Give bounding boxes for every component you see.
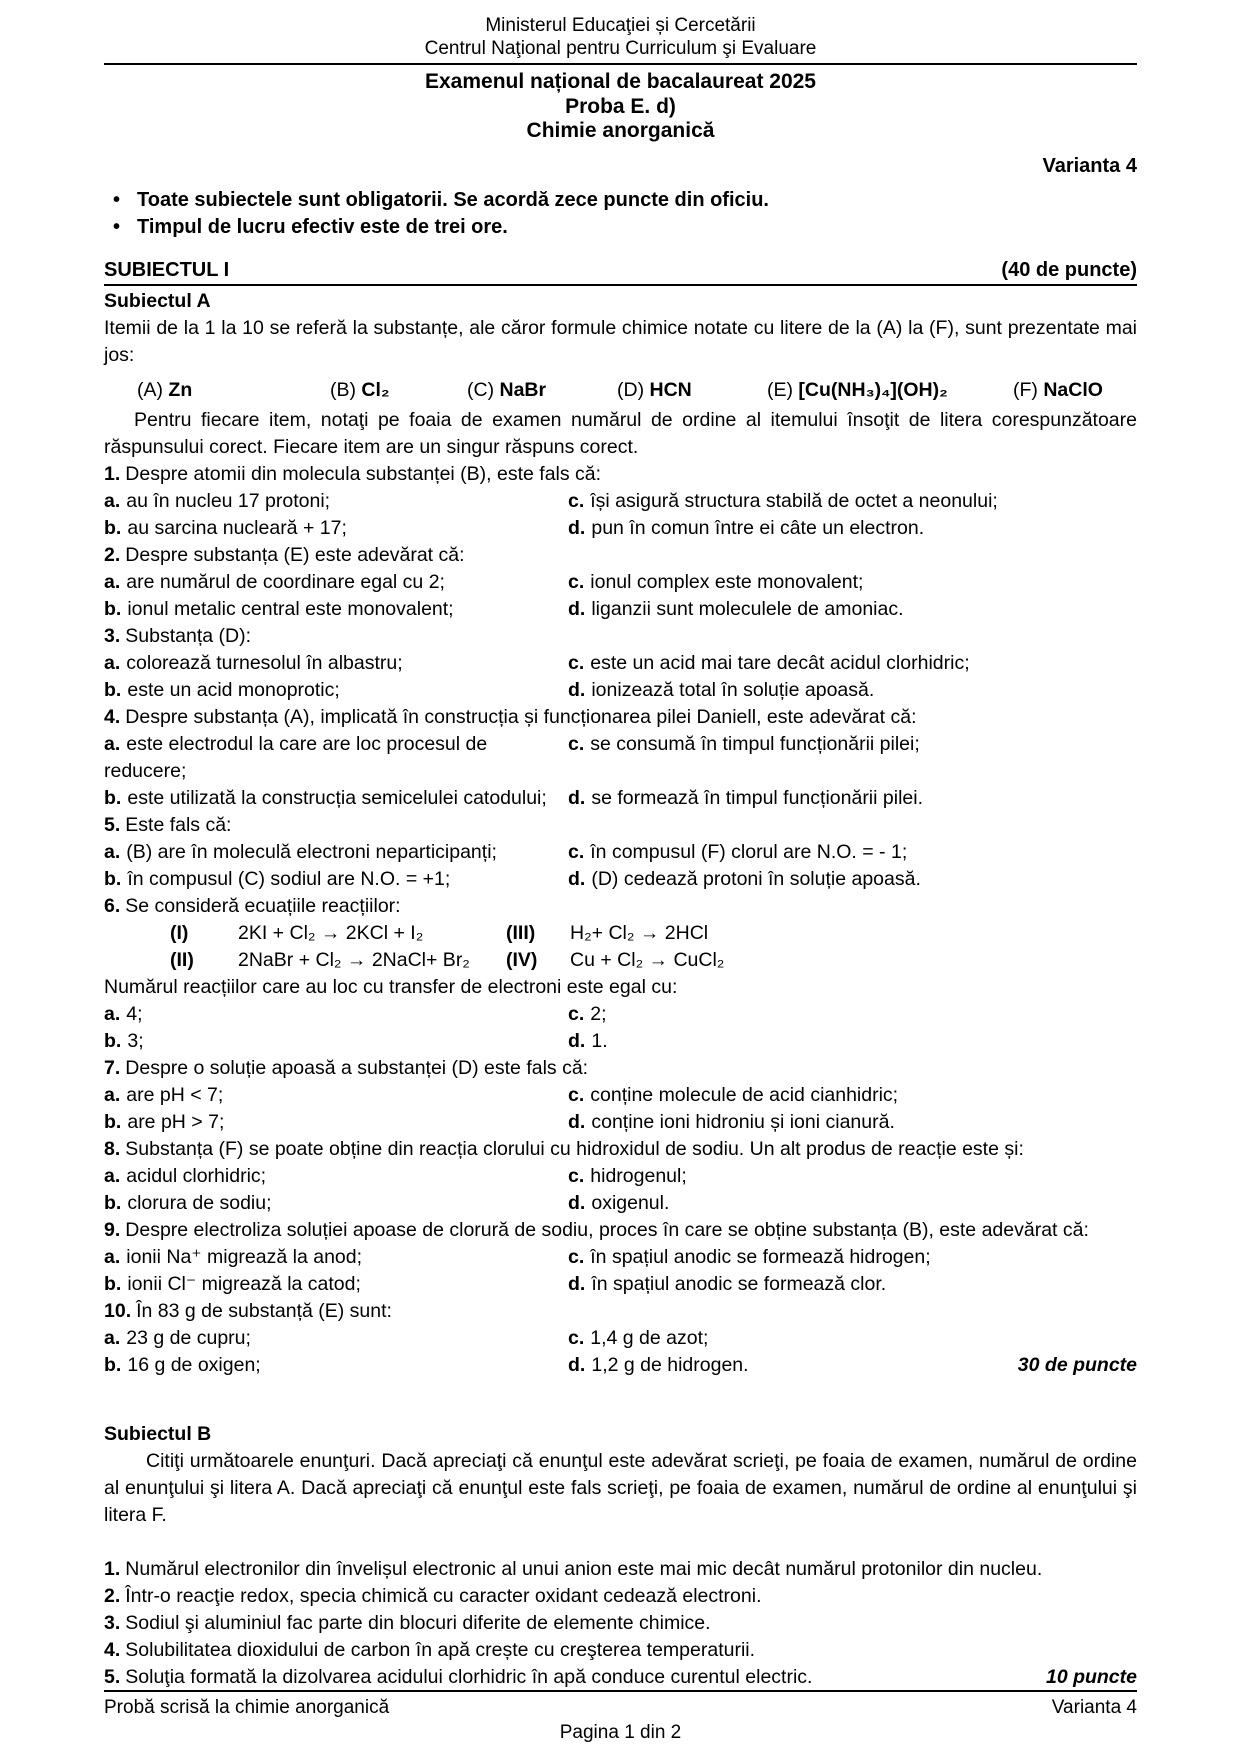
option-b	[104, 1271, 568, 1298]
option-d	[568, 866, 1137, 893]
subiectA-instructions: Pentru fiecare item, notaţi pe foaia de examen numărul de ordine al itemului însoţit de litera corespunzătoare răspunsului corect. Fiecare item are un singur răspuns corect.	[104, 408, 1137, 458]
option-letter: b.	[104, 1272, 122, 1295]
option-d	[568, 1028, 1137, 1055]
option-a	[104, 839, 568, 866]
option-text: conține ioni hidroniu și ioni cianură.	[591, 1110, 895, 1133]
item-7	[104, 1055, 1137, 1136]
item-text: Despre substanța (E) este adevărat că:	[125, 543, 465, 566]
options-row	[104, 1163, 1137, 1190]
option-letter: d.	[568, 1272, 586, 1295]
option-text: colorează turnesolul în albastru;	[126, 651, 403, 674]
ministry-line2: Centrul Naţional pentru Curriculum şi Evaluare	[424, 38, 817, 59]
substances-row	[104, 374, 1137, 407]
statement-text: Într-o reacţie redox, specia chimică cu caracter oxidant cedează electroni.	[125, 1584, 762, 1607]
item-number: 5.	[104, 813, 121, 836]
options-row	[104, 1352, 1137, 1379]
statement-text: Numărul electronilor din învelișul electronic al unui anion este mai mic decât numărul protonilor din nucleu.	[125, 1557, 1043, 1580]
option-b	[104, 1190, 568, 1217]
ministry-line1: Ministerul Educaţiei și Cercetării	[485, 15, 756, 36]
item-subquestion: Numărul reacțiilor care au loc cu transfer de electroni este egal cu:	[104, 975, 678, 998]
option-letter: c.	[568, 651, 585, 674]
option-c	[568, 1244, 1137, 1271]
options-row	[104, 1001, 1137, 1028]
statement-text: Sodiul şi aluminiul fac parte din blocuri diferite de elemente chimice.	[125, 1611, 711, 1634]
options-row	[104, 1082, 1137, 1109]
substance-C	[467, 377, 546, 404]
option-letter: c.	[568, 732, 585, 755]
subiectB-heading: Subiectul B	[104, 1422, 212, 1445]
option-letter: c.	[568, 489, 585, 512]
option-letter: a.	[104, 1326, 121, 1349]
option-letter: c.	[568, 840, 585, 863]
item-number: 1.	[104, 462, 121, 485]
options-row	[104, 1109, 1137, 1136]
substance-formula: Zn	[168, 378, 193, 401]
substance-F	[1013, 377, 1103, 404]
option-d	[568, 677, 1137, 704]
subiectB-section	[104, 1421, 1137, 1691]
option-text: oxigenul.	[591, 1191, 670, 1214]
option-b	[104, 1028, 568, 1055]
item-question	[104, 623, 1137, 650]
substance-label: (C)	[467, 378, 495, 401]
equation-row	[104, 947, 1137, 974]
item-1	[104, 461, 1137, 542]
option-text: ionii Cl⁻ migrează la catod;	[127, 1272, 361, 1295]
statement-2	[104, 1583, 1137, 1610]
equation: 2KI + Cl₂ → 2KCl + I₂	[238, 921, 424, 944]
option-text: au în nucleu 17 protoni;	[126, 489, 331, 512]
option-d	[568, 1352, 1018, 1379]
notice-text: Timpul de lucru efectiv este de trei ore.	[137, 216, 508, 238]
ministry-header	[104, 14, 1137, 60]
option-d	[568, 596, 1137, 623]
option-text: se consumă în timpul funcționării pilei;	[590, 732, 920, 755]
option-letter: b.	[104, 1029, 122, 1052]
item-8	[104, 1136, 1137, 1217]
equation: 2NaBr + Cl₂ → 2NaCl+ Br₂	[238, 948, 470, 971]
option-letter: b.	[104, 516, 122, 539]
option-text: (D) cedează protoni în soluție apoasă.	[591, 867, 921, 890]
item-text: Substanța (D):	[125, 624, 251, 647]
subiectA-intro: Itemii de la 1 la 10 se referă la substanțe, ale căror formule chimice notate cu litere de la (A) la (F), sunt prezentate mai jos:	[104, 316, 1137, 366]
subiectA-points: 30 de puncte	[1017, 1353, 1137, 1376]
option-c	[568, 1163, 1137, 1190]
item-text: Se consideră ecuațiile reacțiilor:	[125, 894, 401, 917]
options-row	[104, 596, 1137, 623]
option-text: își asigură structura stabilă de octet a neonului;	[590, 489, 998, 512]
item-question	[104, 542, 1137, 569]
option-text: este un acid monoprotic;	[127, 678, 340, 701]
options-row	[104, 569, 1137, 596]
option-letter: a.	[104, 1164, 121, 1187]
option-text: are pH < 7;	[126, 1083, 224, 1106]
option-text: 1,2 g de hidrogen.	[591, 1353, 749, 1376]
item-question	[104, 1298, 1137, 1325]
substance-formula: [Cu(NH₃)₄](OH)₂	[798, 378, 948, 401]
item-question	[104, 461, 1137, 488]
footer-left: Probă scrisă la chimie anorganică	[104, 1697, 390, 1718]
option-text: (B) are în moleculă electroni neparticipanți;	[126, 840, 497, 863]
option-text: 2;	[590, 1002, 607, 1025]
item-2	[104, 542, 1137, 623]
item-question	[104, 1055, 1137, 1082]
option-text: este un acid mai tare decât acidul clorhidric;	[590, 651, 970, 674]
option-letter: a.	[104, 489, 121, 512]
option-letter: c.	[568, 1326, 585, 1349]
option-text: în spațiul anodic se formează clor.	[591, 1272, 887, 1295]
option-letter: c.	[568, 1002, 585, 1025]
option-text: acidul clorhidric;	[126, 1164, 267, 1187]
notice-item	[104, 187, 1137, 215]
exam-title: Examenul național de bacalaureat 2025	[424, 70, 816, 93]
substance-label: (F)	[1013, 378, 1038, 401]
item-10	[104, 1298, 1137, 1379]
item-9	[104, 1217, 1137, 1298]
option-letter: a.	[104, 1245, 121, 1268]
substance-A	[137, 377, 192, 404]
option-b	[104, 515, 568, 542]
substance-B	[330, 377, 390, 404]
item-number: 7.	[104, 1056, 121, 1079]
substance-D	[617, 377, 692, 404]
option-letter: c.	[568, 570, 585, 593]
item-number: 3.	[104, 624, 121, 647]
option-letter: c.	[568, 1083, 585, 1106]
exam-discipline: Chimie anorganică	[526, 119, 715, 142]
statement-number: 3.	[104, 1611, 121, 1634]
statement-1	[104, 1556, 1137, 1583]
item-text: Este fals că:	[125, 813, 232, 836]
section1-points: (40 de puncte)	[1001, 258, 1137, 281]
option-letter: d.	[568, 1110, 586, 1133]
option-b	[104, 1352, 568, 1379]
option-letter: d.	[568, 597, 586, 620]
item-question	[104, 893, 1137, 920]
option-a	[104, 1001, 568, 1028]
option-text: pun în comun între ei câte un electron.	[591, 516, 925, 539]
option-text: se formează în timpul funcționării pilei.	[591, 786, 923, 809]
option-text: au sarcina nucleară + 17;	[127, 516, 347, 539]
item-text: În 83 g de substanță (E) sunt:	[136, 1299, 392, 1322]
variant-label: Varianta 4	[1042, 154, 1137, 177]
option-a	[104, 569, 568, 596]
option-text: ionul metalic central este monovalent;	[127, 597, 454, 620]
options-row	[104, 866, 1137, 893]
option-text: este utilizată la construcția semicelulei catodului;	[127, 786, 547, 809]
options-row	[104, 515, 1137, 542]
option-letter: a.	[104, 1083, 121, 1106]
option-c	[568, 1082, 1137, 1109]
item-question	[104, 704, 1137, 731]
option-c	[568, 731, 1137, 785]
subiectB-points: 10 puncte	[1045, 1665, 1137, 1688]
option-text: 1.	[591, 1029, 608, 1052]
option-letter: b.	[104, 597, 122, 620]
option-text: 16 g de oxigen;	[127, 1353, 261, 1376]
option-letter: b.	[104, 1353, 122, 1376]
option-a	[104, 1163, 568, 1190]
exam-proba: Proba E. d)	[565, 94, 676, 118]
option-b	[104, 866, 568, 893]
options-row	[104, 1325, 1137, 1352]
options-row	[104, 1190, 1137, 1217]
option-letter: b.	[104, 867, 122, 890]
option-a	[104, 731, 568, 785]
option-d	[568, 1109, 1137, 1136]
equation: H₂+ Cl₂ → 2HCl	[570, 921, 709, 944]
notice-item	[104, 214, 1137, 242]
item-text: Despre substanța (A), implicată în construcția și funcționarea pilei Daniell, este adevărat că:	[125, 705, 917, 728]
option-c	[568, 650, 1137, 677]
option-text: în compusul (F) clorul are N.O. = - 1;	[590, 840, 908, 863]
option-d	[568, 785, 1137, 812]
equation-numeral: (IV)	[506, 948, 538, 971]
option-b	[104, 677, 568, 704]
substance-label: (B)	[330, 378, 356, 401]
option-c	[568, 569, 1137, 596]
item-number: 10.	[104, 1299, 132, 1322]
equation-row	[104, 920, 1137, 947]
item-5	[104, 812, 1137, 893]
option-letter: a.	[104, 732, 121, 755]
option-c	[568, 1325, 1137, 1352]
option-text: 23 g de cupru;	[126, 1326, 251, 1349]
option-a	[104, 488, 568, 515]
item-text: Despre atomii din molecula substanței (B), este fals că:	[125, 462, 602, 485]
options-row	[104, 677, 1137, 704]
option-letter: b.	[104, 1191, 122, 1214]
substance-label: (E)	[767, 378, 793, 401]
option-text: ionizează total în soluție apoasă.	[591, 678, 875, 701]
option-text: este electrodul la care are loc procesul de reducere;	[104, 732, 488, 782]
option-text: conține molecule de acid cianhidric;	[590, 1083, 899, 1106]
option-letter: a.	[104, 840, 121, 863]
option-letter: b.	[104, 1110, 122, 1133]
option-text: 4;	[126, 1002, 143, 1025]
item-3	[104, 623, 1137, 704]
option-letter: d.	[568, 1353, 586, 1376]
option-text: 3;	[127, 1029, 144, 1052]
option-letter: c.	[568, 1164, 585, 1187]
item-text: Substanța (F) se poate obține din reacția clorului cu hidroxidul de sodiu. Un alt produs de reacție este și:	[125, 1137, 1024, 1160]
subiectA-heading: Subiectul A	[104, 289, 211, 312]
option-a	[104, 1325, 568, 1352]
option-letter: d.	[568, 786, 586, 809]
title-block	[104, 65, 1137, 144]
notice-text: Toate subiectele sunt obligatorii. Se acordă zece puncte din oficiu.	[137, 188, 769, 211]
item-6	[104, 893, 1137, 1055]
option-a	[104, 1082, 568, 1109]
option-d	[568, 1190, 1137, 1217]
option-letter: a.	[104, 570, 121, 593]
option-d	[568, 515, 1137, 542]
option-text: în spațiul anodic se formează hidrogen;	[590, 1245, 931, 1268]
page-footer	[104, 1690, 1137, 1745]
option-text: ionul complex este monovalent;	[590, 570, 864, 593]
section1-title: SUBIECTUL I	[104, 258, 230, 281]
options-row	[104, 839, 1137, 866]
item-text: Despre electroliza soluției apoase de clorură de sodiu, proces în care se obține substanța (B), este adevărat că:	[125, 1218, 1089, 1241]
options-row	[104, 731, 1137, 785]
subiectB-statements	[104, 1556, 1137, 1691]
statement-number: 5.	[104, 1665, 121, 1688]
item-text: Despre o soluție apoasă a substanței (D) este fals că:	[125, 1056, 589, 1079]
option-text: hidrogenul;	[590, 1164, 687, 1187]
option-text: are numărul de coordinare egal cu 2;	[126, 570, 445, 593]
option-c	[568, 488, 1137, 515]
item-question	[104, 812, 1137, 839]
footer-right: Varianta 4	[1051, 1697, 1137, 1718]
item-number: 6.	[104, 894, 121, 917]
section1-header	[104, 257, 1137, 286]
equation-numeral: (I)	[170, 921, 189, 944]
statement-3	[104, 1610, 1137, 1637]
options-row	[104, 1244, 1137, 1271]
substance-formula: NaClO	[1043, 378, 1103, 401]
footer-row	[104, 1692, 1137, 1720]
options-row	[104, 488, 1137, 515]
substance-formula: NaBr	[499, 378, 547, 401]
statement-5	[104, 1664, 1137, 1691]
option-d	[568, 1271, 1137, 1298]
footer-page-number: Pagina 1 din 2	[559, 1722, 682, 1743]
option-letter: b.	[104, 678, 122, 701]
option-letter: a.	[104, 1002, 121, 1025]
item-4	[104, 704, 1137, 812]
item-question	[104, 1217, 1137, 1244]
option-a	[104, 650, 568, 677]
option-b	[104, 1109, 568, 1136]
options-row	[104, 1271, 1137, 1298]
option-letter: d.	[568, 867, 586, 890]
statement-number: 4.	[104, 1638, 121, 1661]
option-letter: d.	[568, 1029, 586, 1052]
item-number: 8.	[104, 1137, 121, 1160]
substance-E	[767, 377, 948, 404]
statement-text: Soluţia formată la dizolvarea acidului clorhidric în apă conduce curentul electric.	[125, 1665, 813, 1688]
option-text: liganzii sunt moleculele de amoniac.	[591, 597, 904, 620]
equation: Cu + Cl₂ → CuCl₂	[570, 948, 725, 971]
substance-formula: Cl₂	[361, 378, 390, 401]
option-c	[568, 839, 1137, 866]
option-text: ionii Na⁺ migrează la anod;	[126, 1245, 363, 1268]
option-a	[104, 1244, 568, 1271]
option-letter: d.	[568, 1191, 586, 1214]
substance-label: (A)	[137, 378, 163, 401]
item-number: 4.	[104, 705, 121, 728]
notices-list	[104, 187, 1137, 242]
statement-4	[104, 1637, 1137, 1664]
subiectB-intro: Citiţi următoarele enunţuri. Dacă apreciaţi că enunţul este adevărat scrieţi, pe foaia de examen, numărul de ordine al enunţului şi litera A. Dacă apreciaţi că enunţul este fals scrieţi, pe foaia de examen, numărul de ordine al enunţului şi litera F.	[104, 1449, 1137, 1526]
substance-label: (D)	[617, 378, 645, 401]
option-text: clorura de sodiu;	[127, 1191, 272, 1214]
option-letter: c.	[568, 1245, 585, 1268]
equation-numeral: (III)	[506, 921, 536, 944]
option-text: în compusul (C) sodiul are N.O. = +1;	[127, 867, 451, 890]
statement-number: 2.	[104, 1584, 121, 1607]
option-letter: d.	[568, 678, 586, 701]
substance-formula: HCN	[649, 378, 692, 401]
options-row	[104, 1028, 1137, 1055]
equation-numeral: (II)	[170, 948, 194, 971]
option-text: 1,4 g de azot;	[590, 1326, 709, 1349]
option-text: are pH > 7;	[127, 1110, 225, 1133]
option-b	[104, 785, 568, 812]
option-letter: d.	[568, 516, 586, 539]
options-row	[104, 785, 1137, 812]
option-b	[104, 596, 568, 623]
statement-text: Solubilitatea dioxidului de carbon în apă crește cu creşterea temperaturii.	[125, 1638, 756, 1661]
item-question	[104, 1136, 1137, 1163]
item-number: 9.	[104, 1218, 121, 1241]
item-number: 2.	[104, 543, 121, 566]
statement-number: 1.	[104, 1557, 121, 1580]
options-row	[104, 650, 1137, 677]
option-letter: b.	[104, 786, 122, 809]
option-c	[568, 1001, 1137, 1028]
option-letter: a.	[104, 651, 121, 674]
